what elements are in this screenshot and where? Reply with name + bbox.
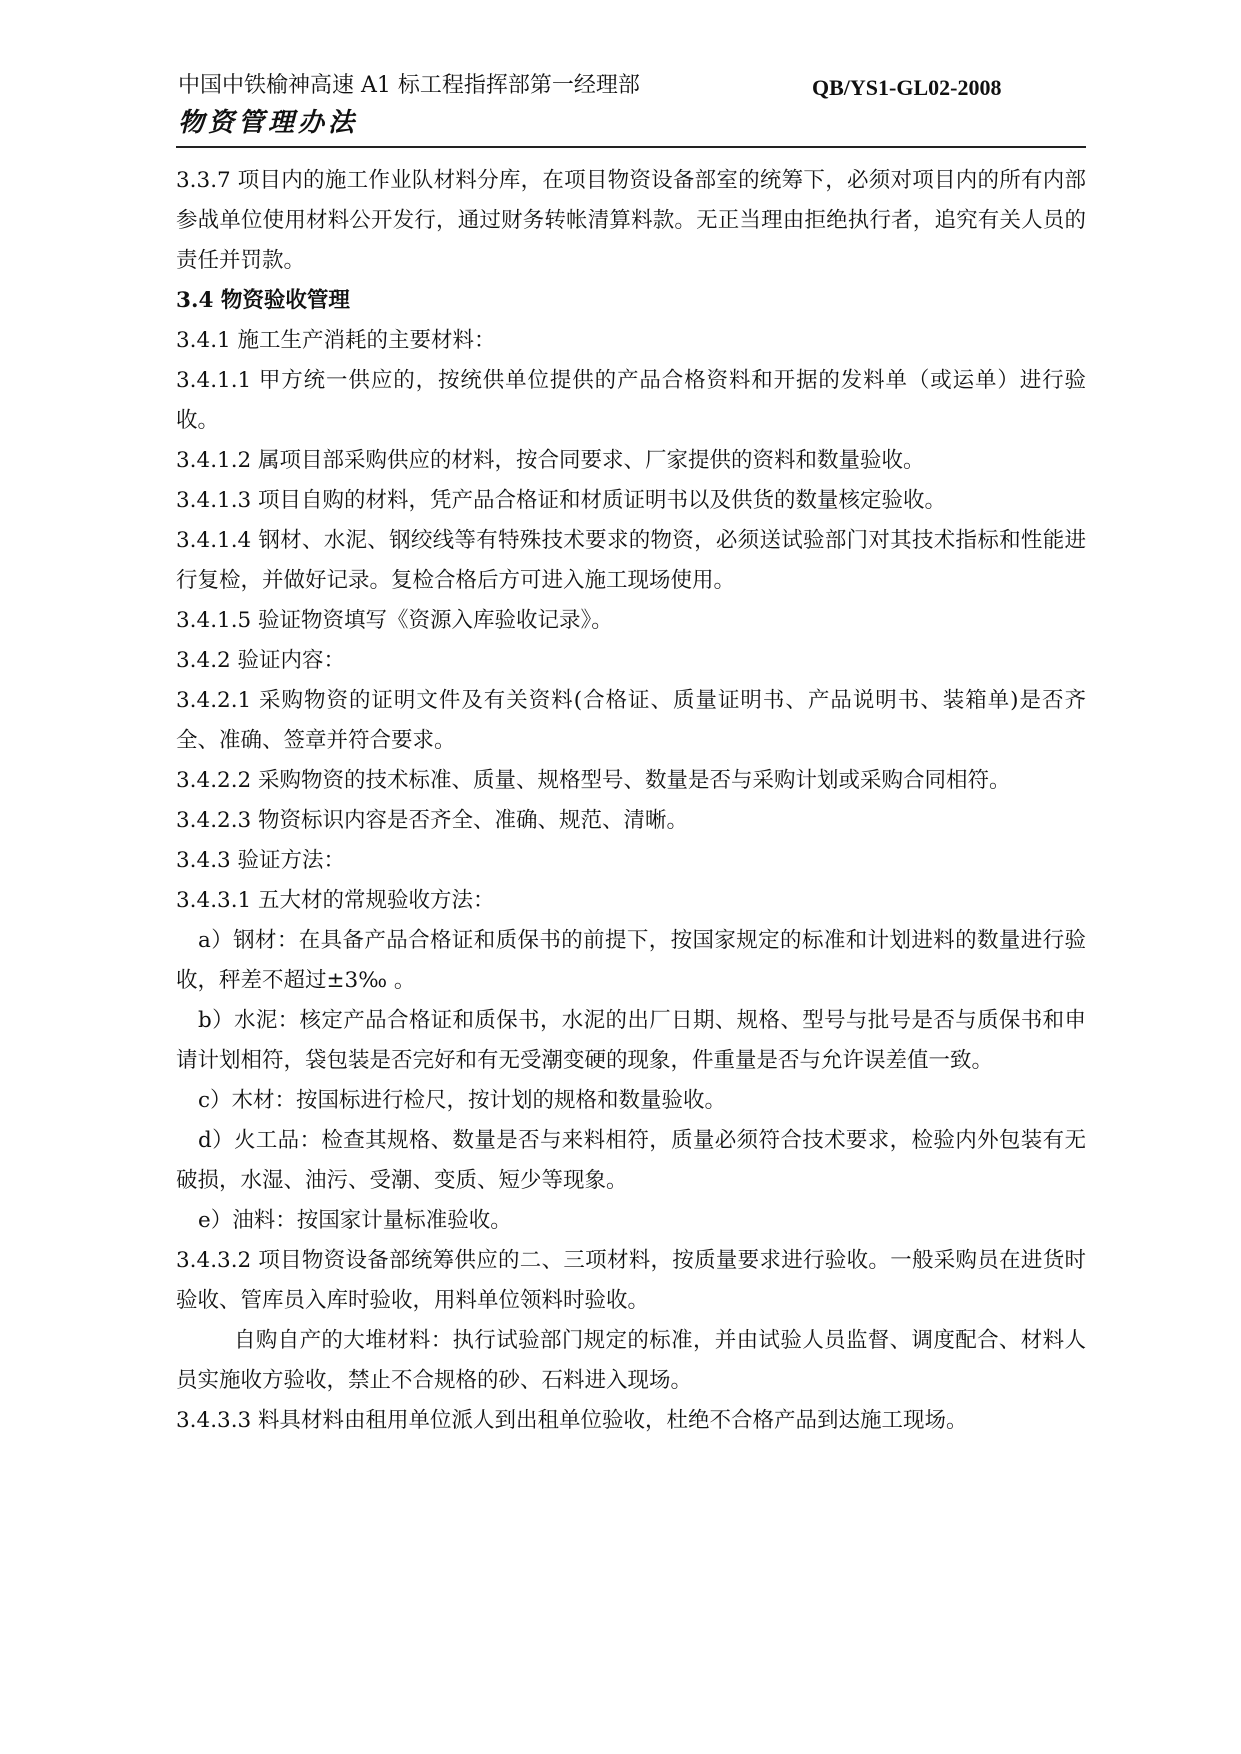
paragraph-3-4-3-1: 3.4.3.1 五大材的常规验收方法： (176, 888, 495, 913)
paragraph-3-4-2-1: 3.4.2.1 采购物资的证明文件及有关资料(合格证、质量证明书、产品说明书、装箱单)是否齐全、准确、签章并符合要求。 (176, 688, 1086, 753)
paragraph-3-4-1: 3.4.1 施工生产消耗的主要材料： (176, 328, 496, 353)
paragraph-bulk-materials: 自购自产的大堆材料：执行试验部门规定的标准，并由试验人员监督、调度配合、材料人员实施收方验收，禁止不合规格的砂、石料进入现场。 (176, 1328, 1086, 1393)
list-item-explosives: d）火工品：检查其规格、数量是否与来料相符，质量必须符合技术要求，检验内外包装有无破损，水湿、油污、受潮、变质、短少等现象。 (176, 1128, 1086, 1193)
document-code: QB/YS1-GL02-2008 (812, 75, 1002, 100)
section-heading-3-4: 3.4 物资验收管理 (176, 288, 350, 313)
list-item-cement: b）水泥：核定产品合格证和质保书，水泥的出厂日期、规格、型号与批号是否与质保书和申请计划相符，袋包装是否完好和有无受潮变硬的现象，件重量是否与允许误差值一致。 (176, 1008, 1086, 1073)
list-item-fuel: e）油料：按国家计量标准验收。 (198, 1208, 512, 1233)
paragraph-3-4-1-4: 3.4.1.4 钢材、水泥、钢绞线等有特殊技术要求的物资，必须送试验部门对其技术指标和性能进行复检，并做好记录。复检合格后方可进入施工现场使用。 (176, 528, 1086, 593)
list-item-steel: a）钢材：在具备产品合格证和质保书的前提下，按国家规定的标准和计划进料的数量进行验收，秤差不超过±3‰ 。 (176, 928, 1086, 993)
document-body (176, 161, 1086, 1441)
header-divider (176, 146, 1086, 148)
document-title: 物资管理办法 (178, 108, 359, 138)
list-item-timber: c）木材：按国标进行检尺，按计划的规格和数量验收。 (198, 1088, 727, 1113)
paragraph-3-4-1-2: 3.4.1.2 属项目部采购供应的材料，按合同要求、厂家提供的资料和数量验收。 (176, 448, 925, 473)
paragraph-3-4-2-2: 3.4.2.2 采购物资的技术标准、质量、规格型号、数量是否与采购计划或采购合同相符。 (176, 768, 1011, 793)
paragraph-3-3-7: 3.3.7 项目内的施工作业队材料分库，在项目物资设备部室的统筹下，必须对项目内的所有内部参战单位使用材料公开发行，通过财务转帐清算料款。无正当理由拒绝执行者，追究有关人员的责任并罚款。 (176, 168, 1086, 273)
paragraph-3-4-1-3: 3.4.1.3 项目自购的材料，凭产品合格证和材质证明书以及供货的数量核定验收。 (176, 488, 947, 513)
paragraph-3-4-1-5: 3.4.1.5 验证物资填写《资源入库验收记录》。 (176, 608, 613, 633)
paragraph-3-4-2: 3.4.2 验证内容： (176, 648, 346, 673)
paragraph-3-4-3-2: 3.4.3.2 项目物资设备部统筹供应的二、三项材料，按质量要求进行验收。一般采购员在进货时验收、管库员入库时验收，用料单位领料时验收。 (176, 1248, 1086, 1313)
header-organization: 中国中铁榆神高速 A1 标工程指挥部第一经理部 (178, 73, 640, 98)
paragraph-3-4-3-3: 3.4.3.3 料具材料由租用单位派人到出租单位验收，杜绝不合格产品到达施工现场。 (176, 1408, 968, 1433)
paragraph-3-4-1-1: 3.4.1.1 甲方统一供应的，按统供单位提供的产品合格资料和开据的发料单（或运单）进行验收。 (176, 368, 1086, 433)
paragraph-3-4-3: 3.4.3 验证方法： (176, 848, 346, 873)
paragraph-3-4-2-3: 3.4.2.3 物资标识内容是否齐全、准确、规范、清晰。 (176, 808, 689, 833)
